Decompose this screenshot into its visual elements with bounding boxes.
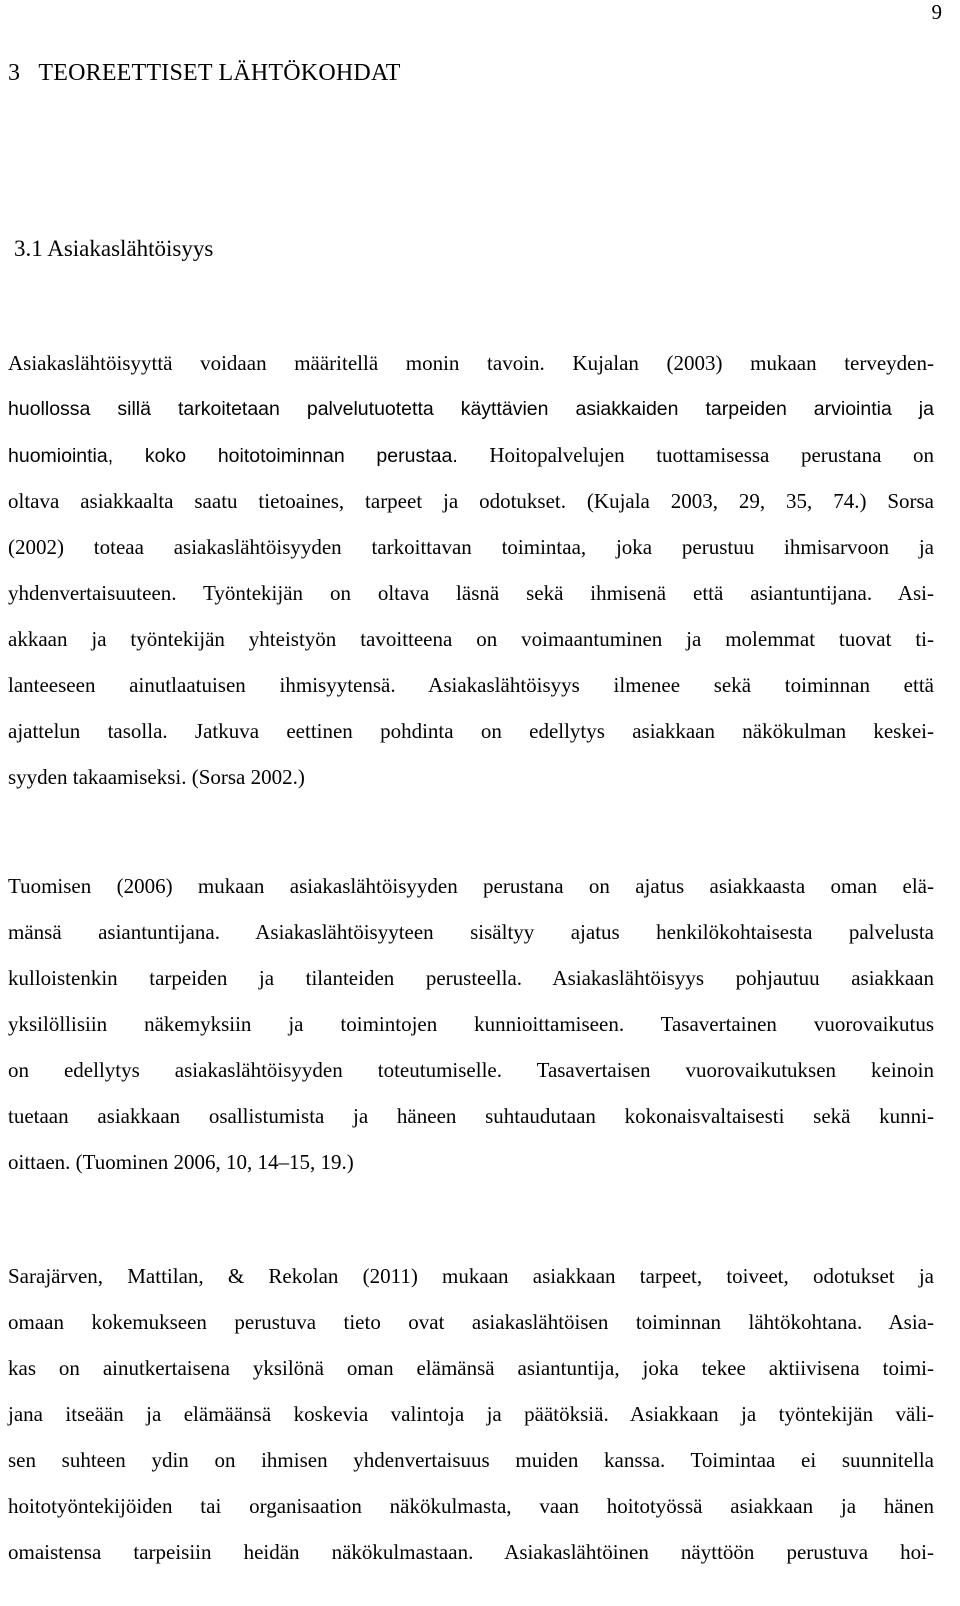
paragraph-line: jana itseään ja elämäänsä koskevia valintoja ja päätöksiä. Asiakkaan ja työntekijän väli- [8,1402,934,1426]
paragraph-line: oittaen. (Tuominen 2006, 10, 14–15, 19.) [8,1150,354,1174]
paragraph-line [8,432,934,478]
paragraph-line: hoitotyöntekijöiden tai organisaation näkökulmasta, vaan hoitotyössä asiakkaan ja hänen [8,1494,934,1518]
paragraph-line: Tuomisen (2006) mukaan asiakaslähtöisyyden perustana on ajatus asiakkaasta oman elä- [8,874,934,898]
page-number: 9 [931,0,942,24]
paragraph-line: syyden takaamiseksi. (Sorsa 2002.) [8,765,305,789]
paragraph-line: omaistensa tarpeisiin heidän näkökulmastaan. Asiakaslähtöinen näyttöön perustuva hoi- [8,1540,934,1564]
paragraph-line-segment: Hoitopalvelujen tuottamisessa perustana on [457,443,934,467]
paragraph-line: omaan kokemukseen perustuva tieto ovat asiakaslähtöisen toiminnan lähtökohtana. Asia- [8,1310,934,1334]
chapter-heading: 3 TEOREETTISET LÄHTÖKOHDAT [8,60,401,86]
paragraph-line: on edellytys asiakaslähtöisyyden toteutumiselle. Tasavertaisen vuorovaikutuksen keinoin [8,1058,934,1082]
paragraph-line-sans [8,443,934,467]
paragraph-line: oltava asiakkaalta saatu tietoaines, tarpeet ja odotukset. (Kujala 2003, 29, 35, 74.) Sorsa [8,489,934,513]
paragraph-line: kas on ainutkertaisena yksilönä oman elämänsä asiantuntija, joka tekee aktiivisena toimi- [8,1356,934,1380]
paragraph-line-segment: huomiointia, koko hoitotoiminnan perustaa. [8,445,458,467]
paragraph-line: sen suhteen ydin on ihmisen yhdenvertaisuus muiden kanssa. Toimintaa ei suunnitella [8,1448,934,1472]
paragraph-line: tuetaan asiakkaan osallistumista ja häneen suhtaudutaan kokonaisvaltaisesti sekä kunni- [8,1104,934,1128]
paragraph-line: ajattelun tasolla. Jatkuva eettinen pohdinta on edellytys asiakkaan näkökulman keskei- [8,719,934,743]
paragraph-line: (2002) toteaa asiakaslähtöisyyden tarkoittavan toimintaa, joka perustuu ihmisarvoon ja [8,535,934,559]
paragraph-line: yhdenvertaisuuteen. Työntekijän on oltava läsnä sekä ihmisenä että asiantuntijana. Asi- [8,581,934,605]
paragraph-3 [8,1253,934,1575]
paragraph-line: lanteeseen ainutlaatuisen ihmisyytensä. Asiakaslähtöisyys ilmenee sekä toiminnan että [8,673,934,697]
paragraph-line: Asiakaslähtöisyyttä voidaan määritellä monin tavoin. Kujalan (2003) mukaan terveyden- [8,351,934,375]
paragraph-line: akkaan ja työntekijän yhteistyön tavoitteena on voimaantuminen ja molemmat tuovat ti- [8,627,934,651]
paragraph-line: Sarajärven, Mattilan, & Rekolan (2011) mukaan asiakkaan tarpeet, toiveet, odotukset ja [8,1264,934,1288]
paragraph-line: huollossa sillä tarkoitetaan palvelutuotetta käyttävien asiakkaiden tarpeiden arviointia ja [8,398,934,420]
paragraph-line: kulloistenkin tarpeiden ja tilanteiden perusteella. Asiakaslähtöisyys pohjautuu asiakkaan [8,966,934,990]
paragraph-line: yksilöllisiin näkemyksiin ja toimintojen kunnioittamiseen. Tasavertainen vuorovaikutus [8,1012,934,1036]
paragraph-1 [8,340,934,800]
paragraph-2 [8,863,934,1185]
paragraph-line: mänsä asiantuntijana. Asiakaslähtöisyyteen sisältyy ajatus henkilökohtaisesta palvelusta [8,920,934,944]
section-heading: 3.1 Asiakaslähtöisyys [14,236,214,261]
